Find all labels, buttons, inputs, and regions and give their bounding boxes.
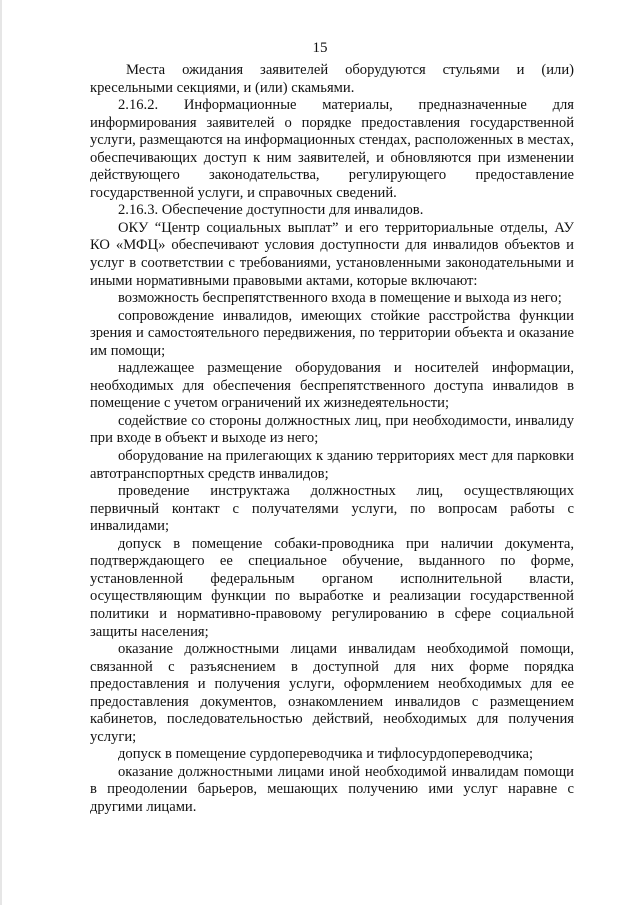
paragraph-waiting-areas: Места ожидания заявителей оборудуются стульями и (или) кресельными секциями, и (или) скамьями.: [90, 62, 574, 96]
scan-edge: [0, 0, 2, 905]
list-item-entry-exit: возможность беспрепятственного входа в помещение и выхода из него;: [118, 290, 562, 307]
paragraph-2-16-3: 2.16.3. Обеспечение доступности для инвалидов.: [118, 202, 424, 219]
list-item-staff-briefing: проведение инструктажа должностных лиц, осуществляющих первичный контакт с получателями услуги, по вопросам работы с инвалидами;: [90, 483, 574, 535]
list-item-parking: оборудование на прилегающих к зданию территориях мест для парковки автотранспортных средств инвалидов;: [90, 448, 574, 482]
list-item-equipment-placement: надлежащее размещение оборудования и носителей информации, необходимых для обеспечения беспрепятственного доступа инвалидов в помещение с учетом ограничений их жизнедеятельности;: [90, 360, 574, 412]
page-number: 15: [312, 40, 328, 56]
list-item-official-assistance: содействие со стороны должностных лиц, при необходимости, инвалиду при входе в объект и выходе из него;: [90, 412, 574, 447]
paragraph-2-16-2: 2.16.2. Информационные материалы, предназначенные для информирования заявителей о порядке предоставления государственной услуги, размещаются на информационных стендах, расположенных в местах, обеспечивающих доступ к ним заявителей, и обновляются при изменении действующего законодательства, регулирующего предоставление государственной услуги, и справочных сведений.: [90, 97, 574, 201]
list-item-guide-dog: допуск в помещение собаки-проводника при наличии документа, подтверждающего ее специальное обучение, выданного по форме, установленной федеральным органом исполнительной власти, осуществляющим функции по выработке и реализации государственной политики и нормативно-правовому регулированию в сфере социальной защиты населения;: [90, 535, 574, 640]
list-item-escort: сопровождение инвалидов, имеющих стойкие расстройства функции зрения и самостоятельного передвижения, по территории объекта и оказание им помощи;: [90, 307, 574, 359]
paragraph-accessibility-intro: ОКУ “Центр социальных выплат” и его территориальные отделы, АУ КО «МФЦ» обеспечивают условия доступности для инвалидов объектов и услуг в соответствии с требованиями, установленными законодательными и иными нормативными правовыми актами, которые включают:: [90, 219, 574, 289]
document-body: [90, 62, 574, 817]
list-item-barrier-help: оказание должностными лицами иной необходимой инвалидам помощи в преодолении барьеров, мешающих получению ими услуг наравне с другими лицами.: [90, 763, 574, 815]
list-item-sign-interpreter: допуск в помещение сурдопереводчика и тифлосурдопереводчика;: [118, 746, 534, 763]
list-item-explanation-help: оказание должностными лицами инвалидам необходимой помощи, связанной с разъяснением в доступной для них форме порядка предоставления и получения услуги, оформлением необходимых для ее предоставления документов, ознакомлением инвалидов с размещением кабинетов, последовательностью действий, необходимых для получения услуги;: [90, 641, 574, 745]
